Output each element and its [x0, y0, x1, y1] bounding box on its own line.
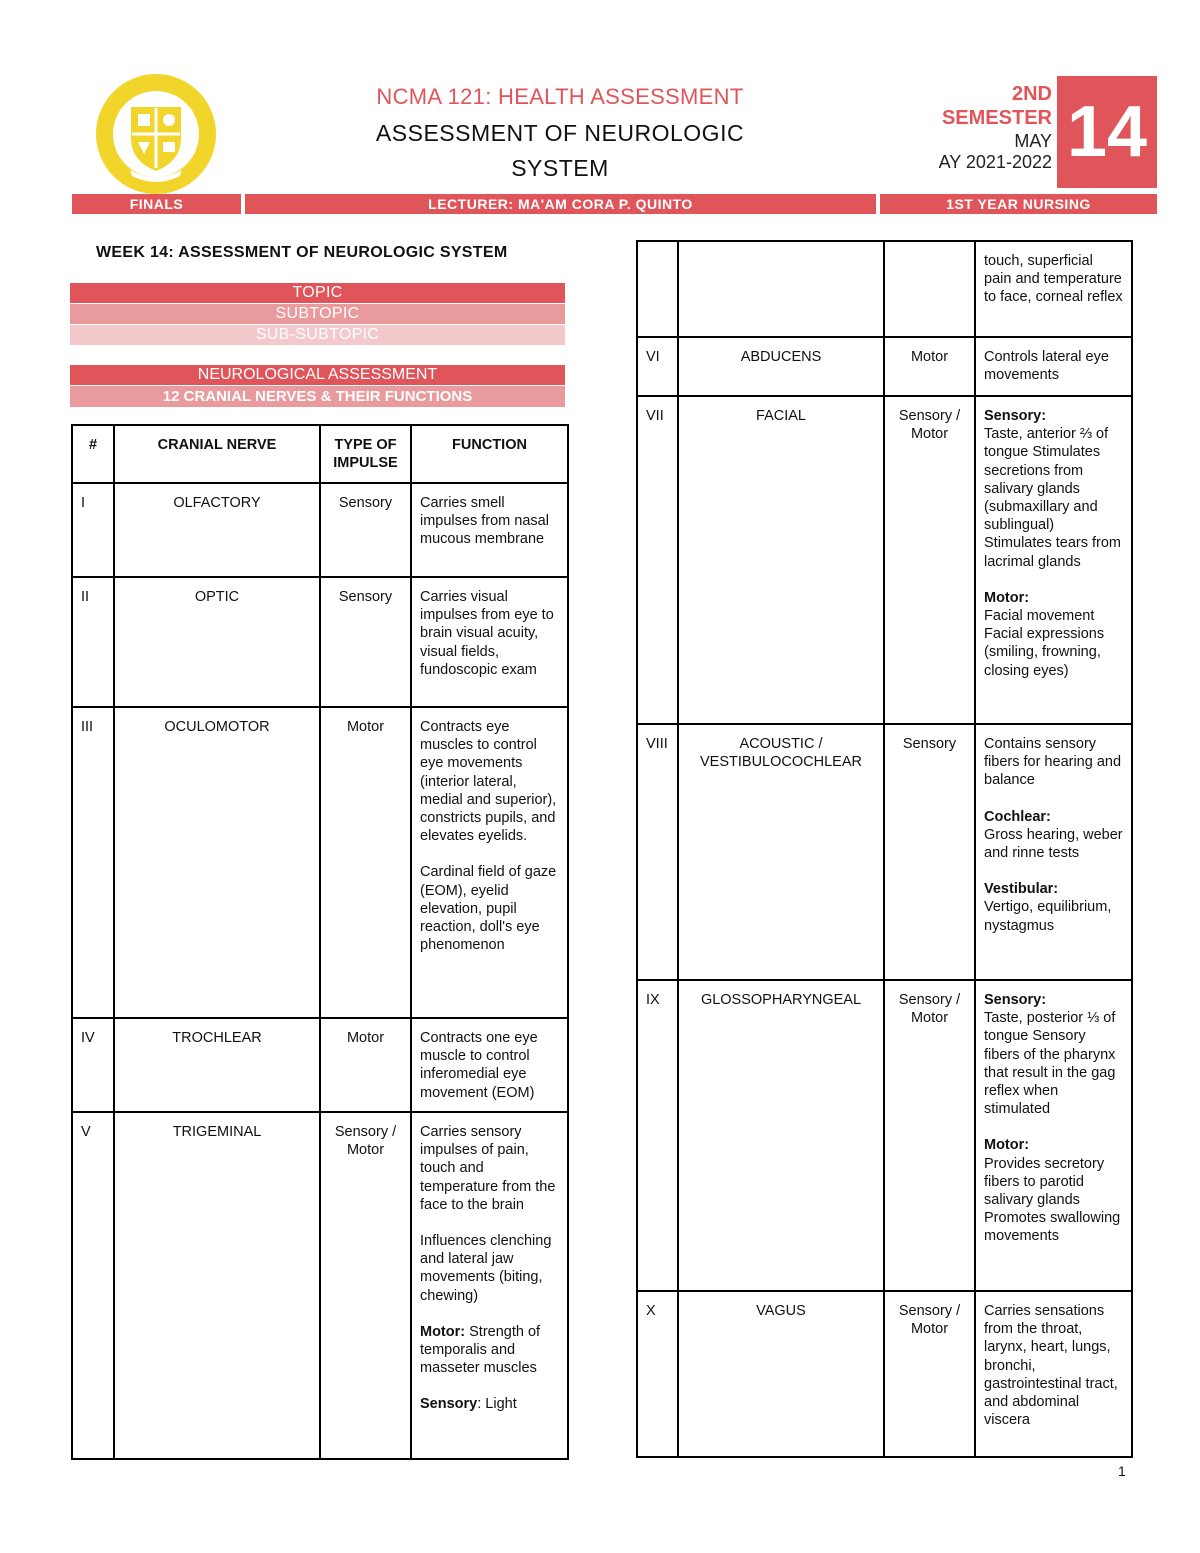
impulse-type: Sensory	[320, 483, 411, 577]
table-row	[637, 724, 1132, 980]
section-title: NEUROLOGICAL ASSESSMENT	[70, 365, 565, 385]
semester-label	[880, 82, 1052, 130]
legend-subtopic: SUBTOPIC	[70, 304, 565, 324]
table-row	[637, 241, 1132, 337]
table-row	[72, 1112, 568, 1459]
motor-label: Motor:	[984, 1137, 1030, 1154]
nerve-function	[975, 980, 1132, 1291]
nerve-function	[411, 707, 568, 1018]
nerve-name: TRIGEMINAL	[114, 1112, 320, 1459]
impulse-type: Sensory / Motor	[884, 1291, 975, 1457]
nerve-function: Carries visual impulses from eye to brain visual acuity, visual fields, fundoscopic exam	[411, 577, 568, 707]
nerve-name: GLOSSOPHARYNGEAL	[678, 980, 884, 1291]
nerve-function	[975, 396, 1132, 724]
cranial-nerve-table-left	[71, 424, 569, 1460]
legend-topic: TOPIC	[70, 283, 565, 303]
legend-subsubtopic: SUB-SUBTOPIC	[70, 325, 565, 345]
sensory-label: Sensory:	[984, 408, 1047, 424]
cochlear-text: Gross hearing, weber and rinne tests	[984, 826, 1123, 862]
nerve-number: VII	[637, 396, 678, 724]
term-bar: FINALS	[72, 194, 241, 214]
vestibular-text: Vertigo, equilibrium, nystagmus	[984, 899, 1112, 934]
header-type-of-impulse: TYPE OF IMPULSE	[320, 425, 411, 483]
nerve-name: OCULOMOTOR	[114, 707, 320, 1018]
impulse-type: Motor	[320, 1018, 411, 1112]
impulse-type: Motor	[884, 337, 975, 396]
nerve-function	[411, 1112, 568, 1459]
function-text: Contracts eye muscles to control eye movements (interior lateral, medial and superior), constricts pupils, and elevates eyelids.	[420, 719, 557, 845]
motor-text: Strength of temporalis and masseter muscles	[420, 1323, 541, 1377]
impulse-type: Sensory	[884, 724, 975, 980]
nerve-function	[975, 724, 1132, 980]
nerve-name: OPTIC	[114, 577, 320, 707]
nerve-number: I	[72, 483, 114, 577]
semester-line1: 2ND	[1011, 83, 1052, 105]
nerve-name: TROCHLEAR	[114, 1018, 320, 1112]
nerve-number: II	[72, 577, 114, 707]
nerve-function: Carries smell impulses from nasal mucous membrane	[411, 483, 568, 577]
table-row	[637, 337, 1132, 396]
nerve-function-continued: touch, superficial pain and temperature to face, corneal reflex	[975, 241, 1132, 337]
week-number-badge: 14	[1057, 76, 1157, 188]
sensory-label: Sensory:	[984, 992, 1047, 1008]
course-title-line1: ASSESSMENT OF NEUROLOGIC	[375, 120, 745, 146]
table-header-row	[72, 425, 568, 483]
function-assessment-text: Cardinal field of gaze (EOM), eyelid elevation, pupil reaction, doll's eye phenomenon	[420, 864, 557, 954]
motor-text: Facial movement Facial expressions (smiling, frowning, closing eyes)	[984, 608, 1105, 679]
course-title-line2: SYSTEM	[511, 155, 609, 181]
sensory-text: Taste, posterior ⅓ of tongue Sensory fibers of the pharynx that result in the gag reflex when stimulated	[984, 1010, 1116, 1118]
cochlear-label: Cochlear:	[984, 808, 1051, 825]
nerve-name: OLFACTORY	[114, 483, 320, 577]
header-num: #	[72, 425, 114, 483]
motor-label: Motor:	[984, 589, 1030, 606]
header-cranial-nerve: CRANIAL NERVE	[114, 425, 320, 483]
course-title	[240, 116, 880, 186]
page-number: 1	[1118, 1463, 1126, 1479]
university-seal-logo	[94, 72, 218, 196]
sensory-text: Taste, anterior ⅔ of tongue Stimulates secretions from salivary glands (submaxillary and sublingual) Stimulates tears from lacrimal glands	[984, 426, 1121, 570]
nerve-number: V	[72, 1112, 114, 1459]
nerve-name: FACIAL	[678, 396, 884, 724]
sensory-label: Sensory	[420, 1396, 478, 1413]
lecturer-bar: LECTURER: MA'AM CORA P. QUINTO	[245, 194, 876, 214]
nerve-number: IX	[637, 980, 678, 1291]
function-text: Carries sensory impulses of pain, touch and temperature from the face to the brain	[420, 1124, 556, 1213]
impulse-type: Sensory / Motor	[884, 396, 975, 724]
nerve-function: Controls lateral eye movements	[975, 337, 1132, 396]
table-row	[72, 483, 568, 577]
table-row	[72, 1018, 568, 1112]
table-row	[637, 1291, 1132, 1457]
vestibular-label: Vestibular:	[984, 881, 1059, 898]
cranial-nerve-table-right	[636, 240, 1133, 1458]
nerve-number: III	[72, 707, 114, 1018]
motor-label: Motor:	[420, 1323, 466, 1340]
sensory-text: : Light	[477, 1396, 517, 1413]
nerve-number: VIII	[637, 724, 678, 980]
motor-text: Provides secretory fibers to parotid salivary glands Promotes swallowing movements	[984, 1155, 1121, 1245]
month-label: MAY	[1014, 131, 1052, 151]
nerve-number: X	[637, 1291, 678, 1457]
nerve-name: ABDUCENS	[678, 337, 884, 396]
week-heading: WEEK 14: ASSESSMENT OF NEUROLOGIC SYSTEM	[96, 244, 508, 261]
nerve-name: ACOUSTIC / VESTIBULOCOCHLEAR	[678, 724, 884, 980]
table-row	[72, 707, 568, 1018]
nerve-function: Contracts one eye muscle to control inferomedial eye movement (EOM)	[411, 1018, 568, 1112]
section-subtitle: 12 CRANIAL NERVES & THEIR FUNCTIONS	[70, 386, 565, 407]
semester-line2: SEMESTER	[941, 107, 1052, 129]
nerve-number: IV	[72, 1018, 114, 1112]
academic-year: AY 2021-2022	[938, 152, 1052, 172]
impulse-type: Sensory / Motor	[320, 1112, 411, 1459]
nerve-name: VAGUS	[678, 1291, 884, 1457]
nerve-function: Carries sensations from the throat, larynx, heart, lungs, bronchi, gastrointestinal tract, and abdominal viscera	[975, 1291, 1132, 1457]
course-code: NCMA 121: HEALTH ASSESSMENT	[376, 84, 744, 109]
function-text: Contains sensory fibers for hearing and balance	[984, 736, 1122, 789]
function-text-2: Influences clenching and lateral jaw movements (biting, chewing)	[420, 1233, 552, 1304]
table-row	[637, 980, 1132, 1291]
impulse-type: Motor	[320, 707, 411, 1018]
impulse-type: Sensory	[320, 577, 411, 707]
nerve-number: VI	[637, 337, 678, 396]
header-function: FUNCTION	[411, 425, 568, 483]
year-level-bar: 1ST YEAR NURSING	[880, 194, 1157, 214]
table-row	[637, 396, 1132, 724]
table-row	[72, 577, 568, 707]
impulse-type: Sensory / Motor	[884, 980, 975, 1291]
